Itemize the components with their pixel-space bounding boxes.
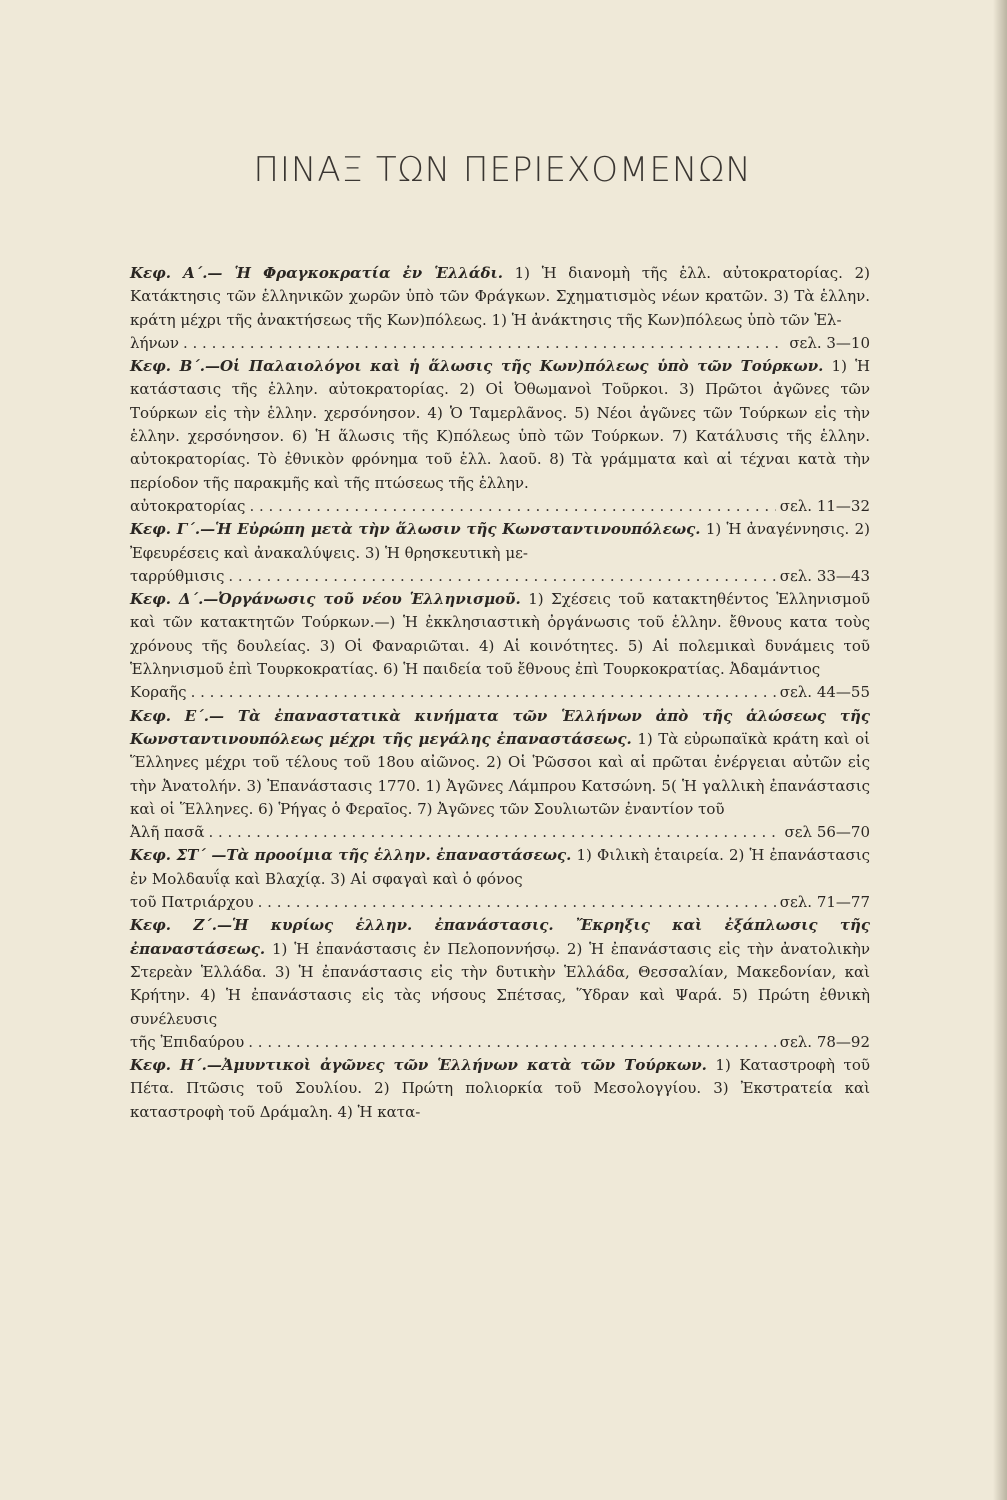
chapter-heading: Κεφ. Γ΄.—Ἡ Εὐρώπη μετὰ τὴν ἅλωσιν τῆς Κωνσταντινουπόλεως. (130, 520, 701, 539)
leader-dots (183, 332, 785, 355)
chapter-items: 1) Καταστροφὴ τοῦ Πέτα. Πτῶσις τοῦ Σουλίου. 2) Πρώτη πολιορκία τοῦ Μεσολογγίου. 3) Ἐκστρατεία καὶ καταστροφὴ τοῦ Δράμαλη. 4) Ἡ κατα- (130, 1056, 870, 1121)
toc-body (130, 262, 870, 1124)
chapter-items: 1) Ἡ ἐπανάστασις ἐν Πελοποννήσῳ. 2) Ἡ ἐπανάστασις εἰς τὴν ἀνατολικὴν Στερεὰν Ἑλλάδα. 3) Ἡ ἐπανάστασις εἰς τὴν δυτικὴν Ἑλλάδα, Θεσσαλίαν, Μακεδονίαν, καὶ Κρήτην. 4) Ἡ ἐπανάστασις εἰς τὰς νήσους Σπέτσας, Ὕδραν καὶ Ψαρά. 5) Πρώτη ἐθνικὴ συνέλευσις (130, 939, 870, 1028)
chapter-last-word: λήνων (130, 333, 179, 352)
leader-dots (228, 565, 775, 588)
chapter-heading: Κεφ. ΣΤ΄ —Τὰ προοίμια τῆς ἑλλην. ἐπαναστάσεως. (130, 846, 572, 865)
chapter-last-word: τοῦ Πατριάρχου (130, 893, 254, 912)
chapter-entry (130, 844, 870, 891)
chapter-heading: Κεφ. Α΄.— Ἡ Φραγκοκρατία ἐν Ἑλλάδι. (130, 264, 503, 282)
chapter-entry (130, 588, 870, 681)
chapter-items: 1) Σχέσεις τοῦ κατακτηθέντος Ἑλληνισμοῦ καὶ τῶν κατακτητῶν Τούρκων.—) Ἡ ἐκκλησιαστικὴ ὀργάνωσις τοῦ ἑλλην. ἔθνους κατα τοὺς χρόνους τῆς δουλείας. 3) Οἱ Φαναριῶται. 4) Αἱ κοινότητες. 5) Αἱ πολεμικαὶ δυνάμεις τοῦ Ἑλληνισμοῦ ἐπὶ Τουρκοκρατίας. 6) Ἡ παιδεία τοῦ ἔθνους ἐπὶ Τουρκοκρατίας. Ἀδαμάντιος (130, 590, 870, 679)
chapter-pages-line (130, 891, 870, 914)
chapter-pages-line (130, 495, 870, 518)
leader-dots (249, 495, 775, 518)
chapter-entry (130, 262, 870, 332)
chapter-entry (130, 355, 870, 495)
chapter-heading: Κεφ. Η΄.—Ἀμυντικοὶ ἀγῶνες τῶν Ἑλλήνων κατὰ τῶν Τούρκων. (130, 1056, 707, 1075)
chapter-page-range: σελ. 33—43 (779, 566, 870, 585)
chapter-last-word: ταρρύθμισις (130, 566, 225, 585)
chapter-entry (130, 1054, 870, 1124)
chapter-items: 1) Τὰ εὐρωπαϊκὰ κράτη καὶ οἱ Ἕλληνες μέχρι τοῦ τέλους τοῦ 18ου αἰῶνος. 2) Οἱ Ῥῶσσοι καὶ αἱ πρῶται ἐνέργειαι αὐτῶν εἰς τὴν Ἀνατολήν. 3) Ἐπανάστασις 1770. 1) Ἀγῶνες Λάμπρου Κατσώνη. 5( Ἡ γαλλικὴ ἐπανάστασις καὶ οἱ Ἕλληνες. 6) Ῥήγας ὁ Φεραῖος. 7) Ἀγῶνες τῶν Σουλιωτῶν ἐναντίον τοῦ (130, 729, 870, 818)
chapter-items: 1) Ἡ διανομὴ τῆς ἑλλ. αὐτοκρατορίας. 2) Κατάκτησις τῶν ἑλληνικῶν χωρῶν ὑπὸ τῶν Φράγκων. Σχηματισμὸς νέων κρατῶν. 3) Τὰ ἑλλην. κράτη μέχρι τῆς ἀνακτήσεως τῆς Κων)πόλεως. 1) Ἡ ἀνάκτησις τῆς Κων)πόλεως ὑπὸ τῶν Ἑλ- (130, 264, 870, 329)
leader-dots (258, 891, 776, 914)
chapter-items: 1) Ἡ ἀναγέννησις. 2) Ἐφευρέσεις καὶ ἀνακαλύψεις. 3) Ἡ θρησκευτικὴ με- (130, 520, 870, 562)
page-edge-shadow (993, 0, 1007, 1500)
leader-dots (208, 821, 780, 844)
chapter-pages-line (130, 332, 870, 355)
chapter-items: 1) Ἡ κατάστασις τῆς ἑλλην. αὐτοκρατορίας. 2) Οἱ Ὀθωμανοὶ Τοῦρκοι. 3) Πρῶτοι ἀγῶνες τῶν Τούρκων εἰς τὴν ἑλλην. χερσόνησον. 4) Ὁ Ταμερλᾶνος. 5) Νέοι ἀγῶνες τῶν Τούρκων εἰς τὴν ἑλλην. χερσόνησον. 6) Ἡ ἅλωσις τῆς Κ)πόλεως ὑπὸ τῶν Τούρκων. 7) Κατάλυσις τῆς ἑλλην. αὐτοκρατορίας. Τὸ ἐθνικὸν φρόνημα τοῦ ἑλλ. λαοῦ. 8) Τὰ γράμματα καὶ αἱ τέχναι κατὰ τὴν περίοδον τῆς παρακμῆς καὶ τῆς πτώσεως τῆς ἑλλην. (130, 357, 870, 492)
chapter-items: 1) Φιλικὴ ἑταιρεία. 2) Ἡ ἐπανάστασις ἐν Μολδαυΐᾳ καὶ Βλαχίᾳ. 3) Αἱ σφαγαὶ καὶ ὁ φόνος (130, 846, 870, 888)
page-title: ΠΙΝΑΞ ΤΩΝ ΠΕΡΙΕΧΟΜΕΝΩΝ (253, 150, 752, 190)
chapter-last-word: Ἀλῆ πασᾶ (130, 823, 205, 842)
chapter-entry (130, 914, 870, 1030)
chapter-entry (130, 518, 870, 565)
chapter-heading: Κεφ. Ε΄.— Τὰ ἐπαναστατικὰ κινήματα τῶν Ἑλλήνων ἀπὸ τῆς ἁλώσεως τῆς Κωνσταντινουπόλεως μέχρι τῆς μεγάλης ἐπαναστάσεως. (130, 706, 870, 748)
leader-dots (248, 1031, 776, 1054)
chapter-page-range: σελ. 78—92 (779, 1032, 870, 1051)
chapter-page-range: σελ. 11—32 (779, 496, 870, 515)
chapter-last-word: τῆς Ἐπιδαύρου (130, 1032, 245, 1051)
chapter-pages-line (130, 681, 870, 704)
chapter-page-range: σελ. 71—77 (779, 893, 870, 912)
chapter-pages-line (130, 565, 870, 588)
chapter-page-range: σελ 56—70 (784, 823, 870, 842)
chapter-heading: Κεφ. Β΄.—Οἱ Παλαιολόγοι καὶ ἡ ἅλωσις τῆς Κων)πόλεως ὑπὸ τῶν Τούρκων. (130, 357, 824, 376)
chapter-entry (130, 705, 870, 821)
chapter-pages-line (130, 821, 870, 844)
chapter-page-range: σελ. 44—55 (779, 683, 870, 702)
leader-dots (191, 681, 776, 704)
chapter-page-range: σελ. 3—10 (789, 333, 870, 352)
chapter-pages-line (130, 1031, 870, 1054)
chapter-last-word: Κοραῆς (130, 683, 187, 702)
chapter-heading: Κεφ. Ζ΄.—Ἡ κυρίως ἑλλην. ἐπανάστασις. Ἔκρηξις καὶ ἐξάπλωσις τῆς ἐπαναστάσεως. (130, 916, 870, 958)
chapter-last-word: αὐτοκρατορίας (130, 496, 246, 515)
chapter-heading: Κεφ. Δ΄.—Ὀργάνωσις τοῦ νέου Ἑλληνισμοῦ. (130, 590, 521, 609)
